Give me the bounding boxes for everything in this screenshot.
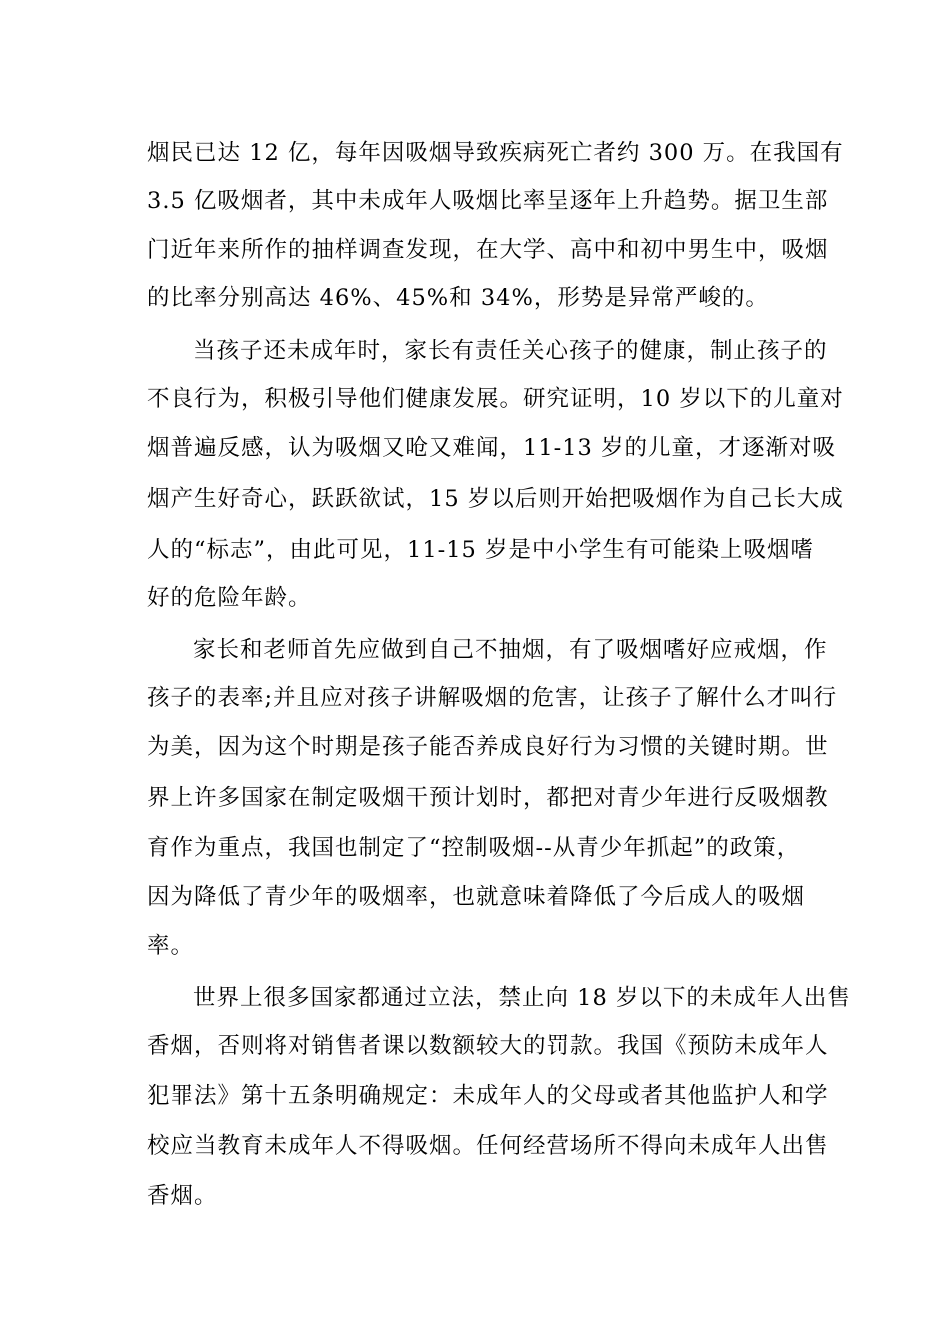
text-line: 界上许多国家在制定吸烟干预计划时，都把对青少年进行反吸烟教 [147,785,829,811]
text-line: 烟民已达 12 亿，每年因吸烟导致疾病死亡者约 300 万。在我国有 [147,140,844,166]
text-line: 烟产生好奇心，跃跃欲试，15 岁以后则开始把吸烟作为自己长大成 [147,486,844,512]
text-line: 率。 [147,933,195,959]
text-line: 好的危险年龄。 [147,585,312,611]
text-line: 的比率分别高达 46%、45%和 34%，形势是异常严峻的。 [147,285,769,311]
text-line: 家长和老师首先应做到自己不抽烟，有了吸烟嗜好应戒烟，作 [193,637,828,663]
text-line: 育作为重点，我国也制定了“控制吸烟--从青少年抓起”的政策， [147,835,801,861]
text-line: 人的“标志”，由此可见，11-15 岁是中小学生有可能染上吸烟嗜 [147,537,815,563]
text-line: 世界上很多国家都通过立法，禁止向 18 岁以下的未成年人出售 [193,985,851,1011]
text-line: 因为降低了青少年的吸烟率，也就意味着降低了今后成人的吸烟 [147,884,806,910]
text-line: 不良行为，积极引导他们健康发展。研究证明，10 岁以下的儿童对 [147,386,844,412]
text-line: 犯罪法》第十五条明确规定：未成年人的父母或者其他监护人和学 [147,1083,829,1109]
text-line: 香烟，否则将对销售者课以数额较大的罚款。我国《预防未成年人 [147,1033,829,1059]
text-line: 校应当教育未成年人不得吸烟。任何经营场所不得向未成年人出售 [147,1133,829,1159]
text-line: 3.5 亿吸烟者，其中未成年人吸烟比率呈逐年上升趋势。据卫生部 [147,188,829,214]
text-line: 烟普遍反感，认为吸烟又呛又难闻，11-13 岁的儿童，才逐渐对吸 [147,435,837,461]
text-line: 当孩子还未成年时，家长有责任关心孩子的健康，制止孩子的 [193,338,828,364]
text-line: 门近年来所作的抽样调查发现，在大学、高中和初中男生中，吸烟 [147,237,829,263]
text-line: 孩子的表率;并且应对孩子讲解吸烟的危害，让孩子了解什么才叫行 [147,685,838,711]
text-line: 为美，因为这个时期是孩子能否养成良好行为习惯的关键时期。世 [147,734,829,760]
text-line: 香烟。 [147,1183,218,1209]
